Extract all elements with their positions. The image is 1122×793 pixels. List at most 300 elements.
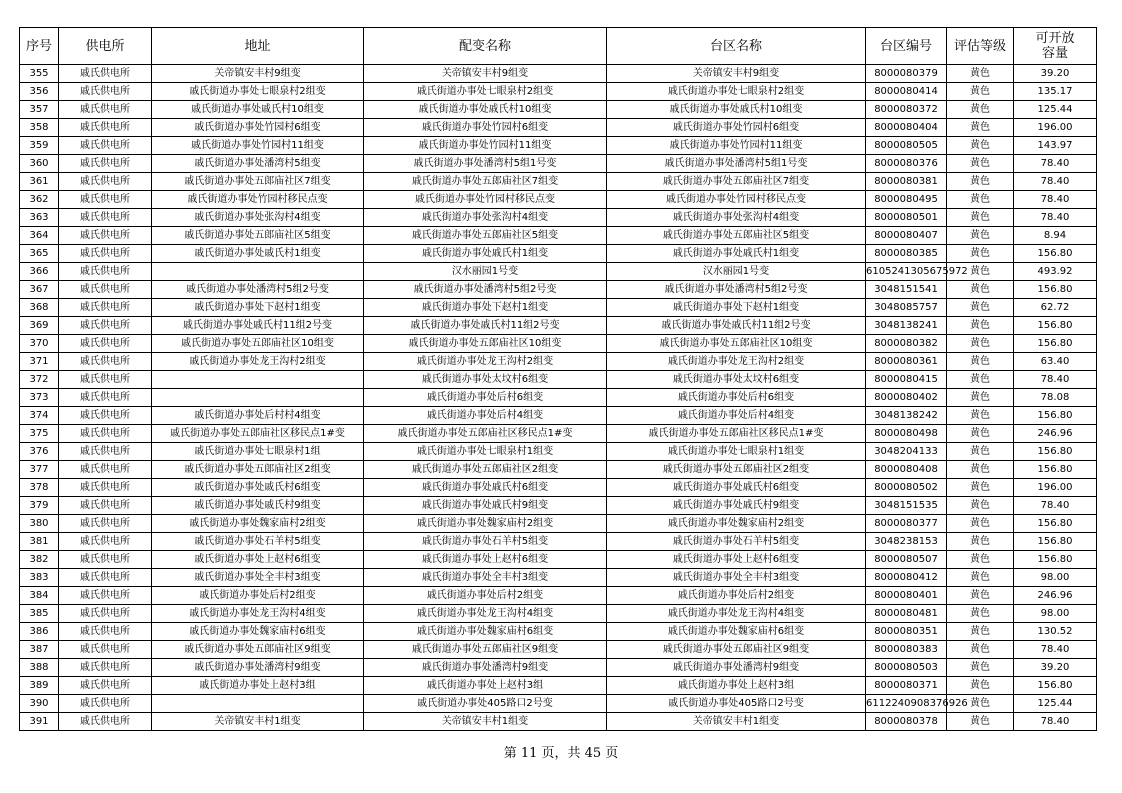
cell-code: 8000080371 [866,677,947,695]
cell-station: 戚氏街道办事处七眼泉村2组变 [607,83,866,101]
cell-grade: 黄色 [947,497,1014,515]
cell-capacity: 78.40 [1014,641,1097,659]
cell-capacity: 156.80 [1014,533,1097,551]
cell-station: 戚氏街道办事处潘湾村5组1号变 [607,155,866,173]
table-row [20,497,1097,515]
cell-code: 8000080351 [866,623,947,641]
header-transformer: 配变名称 [364,28,607,65]
cell-station: 戚氏街道办事处潘湾村5组2号变 [607,281,866,299]
cell-capacity: 98.00 [1014,569,1097,587]
cell-seq: 357 [20,101,59,119]
cell-address: 戚氏街道办事处下赵村1组变 [152,299,364,317]
cell-code: 8000080498 [866,425,947,443]
cell-capacity: 156.80 [1014,245,1097,263]
cell-seq: 356 [20,83,59,101]
cell-address: 戚氏街道办事处五郎庙社区7组变 [152,173,364,191]
cell-grade: 黄色 [947,587,1014,605]
cell-supplier: 戚氏供电所 [59,695,152,713]
cell-station: 戚氏街道办事处戚氏村10组变 [607,101,866,119]
cell-grade: 黄色 [947,335,1014,353]
table-row [20,353,1097,371]
cell-station: 戚氏街道办事处405路口2号变 [607,695,866,713]
cell-code: 3048138242 [866,407,947,425]
cell-supplier: 戚氏供电所 [59,515,152,533]
cell-station: 戚氏街道办事处下赵村1组变 [607,299,866,317]
table-row [20,533,1097,551]
table-row [20,137,1097,155]
cell-grade: 黄色 [947,713,1014,731]
cell-code: 8000080401 [866,587,947,605]
cell-seq: 360 [20,155,59,173]
cell-seq: 377 [20,461,59,479]
header-station: 台区名称 [607,28,866,65]
cell-address: 关帝镇安丰村1组变 [152,713,364,731]
cell-transformer: 戚氏街道办事处竹园村6组变 [364,119,607,137]
cell-station: 戚氏街道办事处潘湾村9组变 [607,659,866,677]
cell-supplier: 戚氏供电所 [59,299,152,317]
header-capacity-line1: 可开放 [1035,31,1075,46]
cell-code: 8000080414 [866,83,947,101]
cell-supplier: 戚氏供电所 [59,227,152,245]
cell-code: 8000080407 [866,227,947,245]
cell-address: 戚氏街道办事处戚氏村11组2号变 [152,317,364,335]
cell-grade: 黄色 [947,425,1014,443]
cell-station: 戚氏街道办事处后村2组变 [607,587,866,605]
table-row [20,605,1097,623]
cell-supplier: 戚氏供电所 [59,209,152,227]
cell-station: 戚氏街道办事处上赵村3组 [607,677,866,695]
cell-address: 戚氏街道办事处魏家庙村2组变 [152,515,364,533]
cell-supplier: 戚氏供电所 [59,497,152,515]
cell-address: 戚氏街道办事处全丰村3组变 [152,569,364,587]
table-row [20,461,1097,479]
table-row [20,281,1097,299]
cell-address: 戚氏街道办事处后村2组变 [152,587,364,605]
cell-station: 戚氏街道办事处石羊村5组变 [607,533,866,551]
table-body [20,65,1097,731]
cell-seq: 371 [20,353,59,371]
cell-grade: 黄色 [947,119,1014,137]
cell-transformer: 戚氏街道办事处七眼泉村1组变 [364,443,607,461]
table-row [20,587,1097,605]
cell-code: 3048204133 [866,443,947,461]
cell-station: 戚氏街道办事处后村6组变 [607,389,866,407]
cell-station: 戚氏街道办事处太坟村6组变 [607,371,866,389]
cell-supplier: 戚氏供电所 [59,65,152,83]
cell-seq: 374 [20,407,59,425]
cell-grade: 黄色 [947,137,1014,155]
cell-transformer: 戚氏街道办事处五郎庙社区2组变 [364,461,607,479]
cell-station: 戚氏街道办事处张沟村4组变 [607,209,866,227]
cell-capacity: 156.80 [1014,461,1097,479]
cell-supplier: 戚氏供电所 [59,623,152,641]
cell-grade: 黄色 [947,83,1014,101]
cell-seq: 359 [20,137,59,155]
header-seq: 序号 [20,28,59,65]
table-row [20,227,1097,245]
cell-station: 戚氏街道办事处竹园村11组变 [607,137,866,155]
cell-transformer: 戚氏街道办事处龙王沟村4组变 [364,605,607,623]
cell-capacity: 39.20 [1014,65,1097,83]
cell-station: 关帝镇安丰村1组变 [607,713,866,731]
cell-capacity: 246.96 [1014,425,1097,443]
cell-supplier: 戚氏供电所 [59,353,152,371]
table-row [20,335,1097,353]
cell-code: 8000080495 [866,191,947,209]
cell-supplier: 戚氏供电所 [59,263,152,281]
cell-address [152,371,364,389]
cell-address: 关帝镇安丰村9组变 [152,65,364,83]
cell-station: 戚氏街道办事处五郎庙社区10组变 [607,335,866,353]
cell-supplier: 戚氏供电所 [59,641,152,659]
cell-transformer: 戚氏街道办事处戚氏村10组变 [364,101,607,119]
cell-station: 戚氏街道办事处竹园村6组变 [607,119,866,137]
cell-supplier: 戚氏供电所 [59,119,152,137]
cell-seq: 390 [20,695,59,713]
cell-code: 8000080376 [866,155,947,173]
header-supplier: 供电所 [59,28,152,65]
cell-grade: 黄色 [947,443,1014,461]
cell-address: 戚氏街道办事处竹园村6组变 [152,119,364,137]
cell-transformer: 戚氏街道办事处后村6组变 [364,389,607,407]
cell-address: 戚氏街道办事处七眼泉村2组变 [152,83,364,101]
cell-grade: 黄色 [947,101,1014,119]
cell-capacity: 143.97 [1014,137,1097,155]
cell-address: 戚氏街道办事处后村村4组变 [152,407,364,425]
cell-supplier: 戚氏供电所 [59,605,152,623]
cell-capacity: 156.80 [1014,515,1097,533]
cell-grade: 黄色 [947,677,1014,695]
cell-supplier: 戚氏供电所 [59,191,152,209]
cell-supplier: 戚氏供电所 [59,245,152,263]
cell-code: 3048085757 [866,299,947,317]
cell-seq: 380 [20,515,59,533]
table-row [20,515,1097,533]
header-code: 台区编号 [866,28,947,65]
cell-station: 戚氏街道办事处五郎庙社区5组变 [607,227,866,245]
cell-address: 戚氏街道办事处潘湾村9组变 [152,659,364,677]
cell-capacity: 493.92 [1014,263,1097,281]
cell-seq: 382 [20,551,59,569]
cell-code: 8000080382 [866,335,947,353]
table-row [20,623,1097,641]
cell-code: 8000080372 [866,101,947,119]
table-row [20,371,1097,389]
cell-seq: 373 [20,389,59,407]
cell-station: 戚氏街道办事处五郎庙社区2组变 [607,461,866,479]
cell-seq: 375 [20,425,59,443]
cell-transformer: 戚氏街道办事处七眼泉村2组变 [364,83,607,101]
cell-grade: 黄色 [947,659,1014,677]
cell-transformer: 戚氏街道办事处石羊村5组变 [364,533,607,551]
cell-station: 关帝镇安丰村9组变 [607,65,866,83]
cell-seq: 362 [20,191,59,209]
cell-address: 戚氏街道办事处七眼泉村1组 [152,443,364,461]
cell-code: 8000080502 [866,479,947,497]
cell-code: 3048238153 [866,533,947,551]
table-row [20,65,1097,83]
cell-capacity: 125.44 [1014,695,1097,713]
cell-transformer: 戚氏街道办事处戚氏村9组变 [364,497,607,515]
cell-capacity: 156.80 [1014,281,1097,299]
cell-seq: 384 [20,587,59,605]
cell-address [152,695,364,713]
cell-seq: 386 [20,623,59,641]
header-capacity-line2: 容量 [1041,46,1068,61]
cell-code: 8000080361 [866,353,947,371]
cell-transformer: 戚氏街道办事处戚氏村11组2号变 [364,317,607,335]
cell-transformer: 戚氏街道办事处竹园村移民点变 [364,191,607,209]
table-row [20,551,1097,569]
cell-transformer: 戚氏街道办事处405路口2号变 [364,695,607,713]
cell-grade: 黄色 [947,245,1014,263]
cell-address: 戚氏街道办事处潘湾村5组2号变 [152,281,364,299]
cell-grade: 黄色 [947,623,1014,641]
cell-code: 8000080377 [866,515,947,533]
cell-code: 8000080415 [866,371,947,389]
cell-grade: 黄色 [947,155,1014,173]
cell-address: 戚氏街道办事处戚氏村9组变 [152,497,364,515]
cell-capacity: 196.00 [1014,119,1097,137]
cell-supplier: 戚氏供电所 [59,335,152,353]
cell-seq: 379 [20,497,59,515]
cell-transformer: 戚氏街道办事处五郎庙社区10组变 [364,335,607,353]
cell-capacity: 156.80 [1014,551,1097,569]
cell-seq: 391 [20,713,59,731]
cell-capacity: 196.00 [1014,479,1097,497]
cell-capacity: 78.40 [1014,209,1097,227]
cell-transformer: 戚氏街道办事处五郎庙社区9组变 [364,641,607,659]
cell-station: 戚氏街道办事处戚氏村11组2号变 [607,317,866,335]
cell-capacity: 156.80 [1014,677,1097,695]
cell-transformer: 关帝镇安丰村9组变 [364,65,607,83]
cell-code: 8000080402 [866,389,947,407]
cell-capacity: 78.40 [1014,497,1097,515]
cell-grade: 黄色 [947,263,1014,281]
cell-code: 8000080507 [866,551,947,569]
table-row [20,641,1097,659]
table-row [20,245,1097,263]
cell-capacity: 39.20 [1014,659,1097,677]
cell-capacity: 78.40 [1014,191,1097,209]
cell-seq: 370 [20,335,59,353]
table-row [20,569,1097,587]
cell-station: 戚氏街道办事处戚氏村6组变 [607,479,866,497]
cell-transformer: 戚氏街道办事处竹园村11组变 [364,137,607,155]
cell-station: 汉水丽园1号变 [607,263,866,281]
cell-transformer: 戚氏街道办事处后村2组变 [364,587,607,605]
cell-address: 戚氏街道办事处石羊村5组变 [152,533,364,551]
cell-address [152,389,364,407]
cell-supplier: 戚氏供电所 [59,137,152,155]
cell-supplier: 戚氏供电所 [59,443,152,461]
cell-capacity: 135.17 [1014,83,1097,101]
cell-station: 戚氏街道办事处七眼泉村1组变 [607,443,866,461]
cell-transformer: 戚氏街道办事处张沟村4组变 [364,209,607,227]
cell-capacity: 125.44 [1014,101,1097,119]
cell-code: 8000080379 [866,65,947,83]
cell-grade: 黄色 [947,569,1014,587]
cell-seq: 383 [20,569,59,587]
cell-code: 3048138241 [866,317,947,335]
table-row [20,173,1097,191]
cell-grade: 黄色 [947,173,1014,191]
cell-capacity: 78.40 [1014,173,1097,191]
cell-grade: 黄色 [947,695,1014,713]
table-row [20,191,1097,209]
cell-address: 戚氏街道办事处竹园村11组变 [152,137,364,155]
cell-station: 戚氏街道办事处竹园村移民点变 [607,191,866,209]
cell-station: 戚氏街道办事处五郎庙社区9组变 [607,641,866,659]
cell-code: 8000080501 [866,209,947,227]
cell-station: 戚氏街道办事处龙王沟村2组变 [607,353,866,371]
page-footer: 第 11 页，共 45 页 [503,746,619,761]
cell-code: 8000080378 [866,713,947,731]
cell-supplier: 戚氏供电所 [59,587,152,605]
table-row [20,479,1097,497]
cell-address [152,263,364,281]
cell-capacity: 98.00 [1014,605,1097,623]
cell-transformer: 戚氏街道办事处五郎庙社区5组变 [364,227,607,245]
capacity-table [19,27,1097,731]
table-row [20,425,1097,443]
cell-grade: 黄色 [947,353,1014,371]
cell-transformer: 戚氏街道办事处魏家庙村6组变 [364,623,607,641]
cell-transformer: 戚氏街道办事处全丰村3组变 [364,569,607,587]
cell-capacity: 78.40 [1014,371,1097,389]
cell-grade: 黄色 [947,371,1014,389]
cell-grade: 黄色 [947,551,1014,569]
cell-code: 6105241305675972 [866,263,947,281]
cell-address: 戚氏街道办事处戚氏村6组变 [152,479,364,497]
cell-grade: 黄色 [947,281,1014,299]
cell-code: 8000080481 [866,605,947,623]
cell-transformer: 戚氏街道办事处五郎庙社区移民点1#变 [364,425,607,443]
cell-seq: 364 [20,227,59,245]
cell-grade: 黄色 [947,533,1014,551]
table-row [20,695,1097,713]
cell-address: 戚氏街道办事处竹园村移民点变 [152,191,364,209]
cell-code: 3048151535 [866,497,947,515]
cell-code: 8000080503 [866,659,947,677]
cell-seq: 369 [20,317,59,335]
cell-transformer: 戚氏街道办事处上赵村3组 [364,677,607,695]
table-row [20,659,1097,677]
cell-grade: 黄色 [947,227,1014,245]
cell-supplier: 戚氏供电所 [59,569,152,587]
cell-transformer: 戚氏街道办事处戚氏村1组变 [364,245,607,263]
cell-code: 8000080383 [866,641,947,659]
cell-transformer: 戚氏街道办事处五郎庙社区7组变 [364,173,607,191]
cell-seq: 355 [20,65,59,83]
cell-address: 戚氏街道办事处五郎庙社区5组变 [152,227,364,245]
cell-supplier: 戚氏供电所 [59,281,152,299]
cell-grade: 黄色 [947,461,1014,479]
cell-grade: 黄色 [947,389,1014,407]
table-row [20,209,1097,227]
cell-transformer: 戚氏街道办事处戚氏村6组变 [364,479,607,497]
cell-capacity: 62.72 [1014,299,1097,317]
cell-supplier: 戚氏供电所 [59,533,152,551]
table-row [20,713,1097,731]
cell-seq: 368 [20,299,59,317]
table-row [20,407,1097,425]
cell-transformer: 关帝镇安丰村1组变 [364,713,607,731]
cell-code: 8000080408 [866,461,947,479]
cell-address: 戚氏街道办事处五郎庙社区2组变 [152,461,364,479]
header-row [20,28,1097,65]
cell-code: 8000080385 [866,245,947,263]
cell-address: 戚氏街道办事处潘湾村5组变 [152,155,364,173]
cell-supplier: 戚氏供电所 [59,173,152,191]
cell-station: 戚氏街道办事处魏家庙村6组变 [607,623,866,641]
cell-grade: 黄色 [947,515,1014,533]
cell-grade: 黄色 [947,605,1014,623]
cell-supplier: 戚氏供电所 [59,317,152,335]
cell-grade: 黄色 [947,209,1014,227]
cell-address: 戚氏街道办事处张沟村4组变 [152,209,364,227]
cell-station: 戚氏街道办事处上赵村6组变 [607,551,866,569]
cell-capacity: 78.40 [1014,155,1097,173]
table-row [20,83,1097,101]
cell-capacity: 63.40 [1014,353,1097,371]
cell-supplier: 戚氏供电所 [59,425,152,443]
cell-grade: 黄色 [947,317,1014,335]
cell-capacity: 78.40 [1014,713,1097,731]
cell-supplier: 戚氏供电所 [59,479,152,497]
cell-address: 戚氏街道办事处龙王沟村2组变 [152,353,364,371]
cell-code: 8000080381 [866,173,947,191]
cell-address: 戚氏街道办事处上赵村3组 [152,677,364,695]
cell-grade: 黄色 [947,407,1014,425]
cell-seq: 388 [20,659,59,677]
cell-seq: 372 [20,371,59,389]
cell-supplier: 戚氏供电所 [59,101,152,119]
cell-grade: 黄色 [947,65,1014,83]
cell-address: 戚氏街道办事处龙王沟村4组变 [152,605,364,623]
cell-transformer: 戚氏街道办事处潘湾村9组变 [364,659,607,677]
cell-station: 戚氏街道办事处戚氏村1组变 [607,245,866,263]
cell-seq: 358 [20,119,59,137]
cell-code: 8000080412 [866,569,947,587]
table-row [20,101,1097,119]
cell-address: 戚氏街道办事处五郎庙社区移民点1#变 [152,425,364,443]
table-row [20,299,1097,317]
cell-station: 戚氏街道办事处戚氏村9组变 [607,497,866,515]
cell-grade: 黄色 [947,191,1014,209]
table-row [20,119,1097,137]
cell-seq: 381 [20,533,59,551]
cell-station: 戚氏街道办事处魏家庙村2组变 [607,515,866,533]
cell-transformer: 汉水丽园1号变 [364,263,607,281]
cell-supplier: 戚氏供电所 [59,659,152,677]
cell-capacity: 78.08 [1014,389,1097,407]
cell-seq: 385 [20,605,59,623]
cell-seq: 365 [20,245,59,263]
table-row [20,263,1097,281]
cell-transformer: 戚氏街道办事处潘湾村5组2号变 [364,281,607,299]
cell-supplier: 戚氏供电所 [59,551,152,569]
header-address: 地址 [152,28,364,65]
header-grade: 评估等级 [947,28,1014,65]
cell-supplier: 戚氏供电所 [59,677,152,695]
cell-transformer: 戚氏街道办事处潘湾村5组1号变 [364,155,607,173]
cell-address: 戚氏街道办事处戚氏村10组变 [152,101,364,119]
cell-transformer: 戚氏街道办事处下赵村1组变 [364,299,607,317]
cell-code: 8000080404 [866,119,947,137]
cell-address: 戚氏街道办事处魏家庙村6组变 [152,623,364,641]
table-row [20,677,1097,695]
